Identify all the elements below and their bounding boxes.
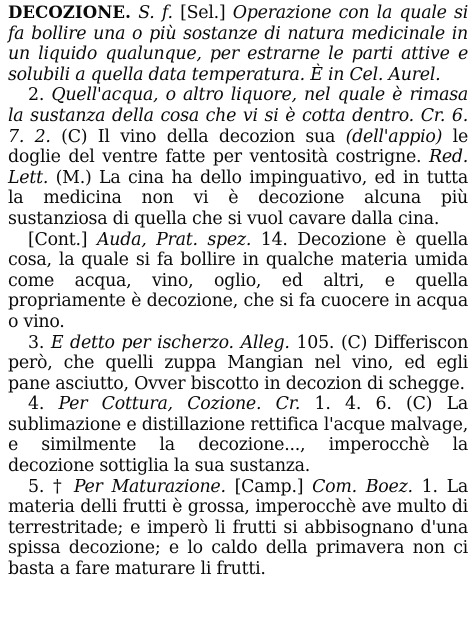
sense-4 xyxy=(8,394,468,476)
definition-1: Operazione con la quale si fa bollire una o più sostanze di natura medicinale in un liquido qualunque, per estrarne le parti attive e solubili a quella data temperatura. È in Cel. Aurel. xyxy=(8,3,469,85)
sense-3 xyxy=(8,333,468,395)
entry-decozione xyxy=(8,3,468,85)
sense-definition: Per Maturazione. xyxy=(73,476,226,497)
citation: Alleg. xyxy=(240,332,290,353)
reference: 14. xyxy=(260,229,288,250)
source-mark: (C) xyxy=(61,126,88,147)
author: Auda, xyxy=(96,229,147,250)
continuation xyxy=(8,230,468,333)
sense-number: 5. xyxy=(28,476,45,497)
source-tag: [Camp.] xyxy=(234,476,304,497)
sense-number: 2. xyxy=(28,85,45,106)
dagger-mark: † xyxy=(52,476,65,497)
source-mark: (M.) xyxy=(55,167,92,188)
citation: Com. Boez. xyxy=(312,476,413,497)
reference: 1. 4. 6. xyxy=(314,394,392,415)
gloss: (dell'appio) xyxy=(345,126,443,147)
quotation: Differiscon però, che quelli zuppa Mangian nel vino, ed egli pane asciutto, Ovver biscotto in decozion di schegge. xyxy=(8,332,469,394)
quotation: Decozione è quella cosa, la quale si fa bollire in qualche materia umida come acqua, vino, oglio, ed altri, e quella propriamente è decozione, che si fa cuocere in acqua o vino. xyxy=(8,229,469,332)
quotation: La cina ha dello impinguativo, ed in tutta la medicina non vi è decozione alcuna più sustanziosa di quella che si vuol cavare dalla cina. xyxy=(8,167,468,229)
source-mark: (C) xyxy=(340,332,368,353)
reference: 105. xyxy=(296,332,335,353)
sense-2 xyxy=(8,85,468,229)
sense-5 xyxy=(8,477,468,580)
source-mark: (C) xyxy=(406,394,433,415)
quotation: La materia delli frutti è grossa, imperocchè ave multo di terrestritade; e imperò li frutti si abbisognano d'una spissa decozione; e lo caldo della primavera non ci basta a fare maturare li frutti. xyxy=(8,476,468,580)
citation: Red. Lett. xyxy=(8,147,469,188)
sense-definition: E detto per ischerzo. xyxy=(50,332,234,353)
headword: DECOZIONE. xyxy=(8,3,131,22)
quotation: le doglie del ventre fatte per ventosità costrigne. xyxy=(8,126,469,168)
citation: Cr. xyxy=(275,394,301,415)
grammar-label: S. f. xyxy=(138,3,173,23)
quotation: La sublimazione e distillazione rettifica l'acque malvage, e similmente la decozione..., imperocchè la decozione sottiglia la sua sustanza. xyxy=(8,394,469,477)
source-tag: [Cont.] xyxy=(28,229,88,250)
sense-definition: Per Cottura, Cozione. xyxy=(58,394,262,415)
source-tag: [Sel.] xyxy=(180,3,226,23)
sense-number: 3. xyxy=(28,332,45,353)
sense-number: 4. xyxy=(28,394,45,415)
citation: Cr. 6. 7. 2. xyxy=(8,105,469,147)
quotation: Il vino della decozion sua xyxy=(97,126,336,147)
sense-definition: Quell'acqua, o altro liquore, nel quale è rimasa la sustanza della cosa che vi si è cotta dentro. xyxy=(8,85,468,126)
reference: 1. xyxy=(421,476,438,497)
work-title: Prat. spez. xyxy=(156,229,252,250)
